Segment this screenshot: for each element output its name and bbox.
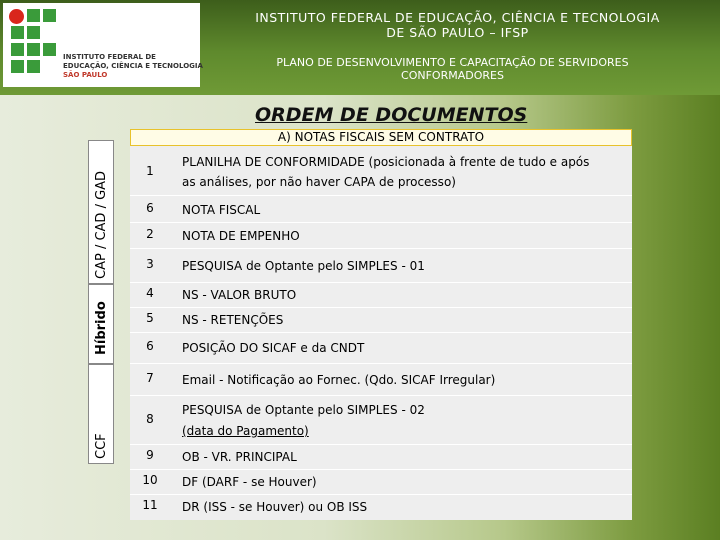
table-header: A) NOTAS FISCAIS SEM CONTRATO <box>130 129 632 146</box>
table-row <box>130 196 632 223</box>
table-row <box>130 445 632 470</box>
table-row <box>130 470 632 495</box>
logo-green-square <box>27 26 40 39</box>
row-number: 11 <box>142 498 158 512</box>
row-number: 5 <box>146 311 154 325</box>
row-number: 7 <box>146 371 154 385</box>
row-number: 3 <box>146 257 154 271</box>
side-label-ccf: CCF <box>94 433 109 459</box>
row-description: NOTA DE EMPENHO <box>182 229 300 243</box>
plan-title <box>230 56 675 82</box>
table-row <box>130 283 632 308</box>
logo-green-square <box>43 43 56 56</box>
row-number: 2 <box>146 227 154 241</box>
row-description: DR (ISS - se Houver) ou OB ISS <box>182 500 368 514</box>
row-number: 6 <box>146 201 154 215</box>
logo-green-square <box>27 60 40 73</box>
row-description: NS - RETENÇÕES <box>182 313 284 327</box>
table-row <box>130 333 632 364</box>
logo-red-circle <box>9 9 24 24</box>
row-number: 9 <box>146 448 154 462</box>
table-row <box>130 308 632 333</box>
logo-text-line1: INSTITUTO FEDERAL DE <box>63 53 156 61</box>
logo-green-square <box>11 26 24 39</box>
side-label-hibrido-box <box>88 284 114 364</box>
row-number: 1 <box>146 164 154 178</box>
table-row <box>130 249 632 283</box>
row-number: 6 <box>146 339 154 353</box>
plan-title-line1: PLANO DE DESENVOLVIMENTO E CAPACITAÇÃO DE SERVIDORES <box>276 56 629 69</box>
logo-green-square <box>11 43 24 56</box>
row-description: Email - Notificação ao Fornec. (Qdo. SICAF Irregular) <box>182 373 496 387</box>
row-description-line2: (data do Pagamento) <box>182 424 309 438</box>
row-description: PLANILHA DE CONFORMIDADE (posicionada à frente de tudo e após <box>182 155 590 169</box>
logo-green-square <box>27 43 40 56</box>
side-label-cap-box <box>88 140 114 284</box>
plan-title-line2: CONFORMADORES <box>401 69 504 82</box>
row-number: 4 <box>146 286 154 300</box>
logo-green-square <box>27 9 40 22</box>
page-title: ORDEM DE DOCUMENTOS <box>255 104 528 126</box>
institution-name: INSTITUTO FEDERAL DE EDUCAÇÃO, CIÊNCIA E TECNOLOGIA <box>255 10 660 25</box>
logo-text-line2: EDUCAÇÃO, CIÊNCIA E TECNOLOGIA <box>63 62 203 70</box>
row-description: DF (DARF - se Houver) <box>182 475 317 489</box>
side-label-cap: CAP / CAD / GAD <box>94 170 109 279</box>
table-row <box>130 223 632 249</box>
row-description-line2: as análises, por não haver CAPA de processo) <box>182 175 456 189</box>
logo-green-square <box>11 60 24 73</box>
logo-green-square <box>43 9 56 22</box>
side-label-hibrido: Híbrido <box>94 301 109 355</box>
header-banner <box>0 0 720 95</box>
row-number: 8 <box>146 412 154 426</box>
row-number: 10 <box>142 473 158 487</box>
row-description: OB - VR. PRINCIPAL <box>182 450 297 464</box>
side-label-ccf-box <box>88 364 114 464</box>
row-description: NOTA FISCAL <box>182 203 261 217</box>
institution-campus: DE SÃO PAULO – IFSP <box>386 25 529 40</box>
logo-text-line3: SÃO PAULO <box>63 71 108 79</box>
institution-title <box>205 10 710 40</box>
table-row <box>130 495 632 520</box>
row-description: NS - VALOR BRUTO <box>182 288 297 302</box>
table-row <box>130 396 632 445</box>
table-row <box>130 364 632 396</box>
row-description: PESQUISA de Optante pelo SIMPLES - 01 <box>182 259 425 273</box>
row-description: POSIÇÃO DO SICAF e da CNDT <box>182 341 365 355</box>
ifsp-logo <box>3 3 203 87</box>
table-row <box>130 146 632 196</box>
row-description: PESQUISA de Optante pelo SIMPLES - 02 <box>182 403 425 417</box>
